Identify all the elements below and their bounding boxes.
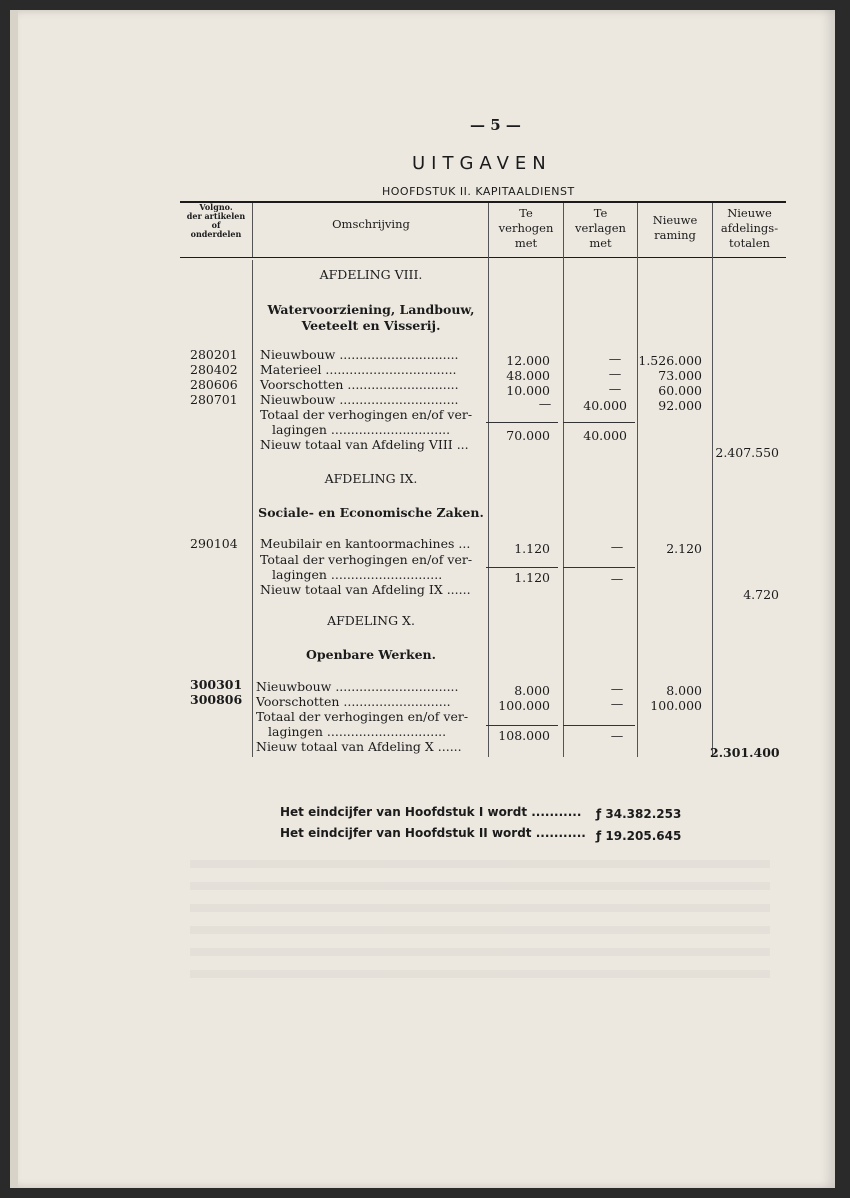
section-heading-ix: AFDELING IX. bbox=[324, 471, 418, 486]
page-number: — 5 — bbox=[470, 116, 521, 134]
value-verlagen: — bbox=[610, 539, 624, 554]
final-label-hoofdstuk-i: Het eindcijfer van Hoofdstuk I wordt ........... bbox=[280, 805, 582, 819]
section-heading-viii: AFDELING VIII. bbox=[319, 267, 423, 282]
page-edge bbox=[10, 10, 18, 1188]
final-label-hoofdstuk-ii: Het eindcijfer van Hoofdstuk II wordt ........... bbox=[280, 826, 586, 840]
value-verlagen: 40.000 bbox=[583, 398, 627, 413]
header-nieuwe-raming: Nieuwe raming bbox=[652, 213, 698, 242]
article-code: 290104 bbox=[190, 536, 238, 551]
new-total-label: Nieuw totaal van Afdeling X ...... bbox=[256, 739, 462, 754]
value-verlagen: — bbox=[608, 381, 622, 396]
total-verlagen: — bbox=[610, 571, 624, 586]
final-value-hoofdstuk-i: ƒ 34.382.253 bbox=[596, 807, 682, 821]
section-heading-x: AFDELING X. bbox=[327, 613, 415, 628]
value-raming: 92.000 bbox=[658, 398, 702, 413]
value-raming: 60.000 bbox=[658, 383, 702, 398]
subtotal-rule bbox=[563, 725, 635, 726]
total-label: Totaal der verhogingen en/of ver- bbox=[260, 407, 473, 422]
header-nieuwe-totalen: Nieuwe afdelings- totalen bbox=[720, 206, 779, 250]
value-raming: 1.526.000 bbox=[638, 353, 702, 368]
header-te-verhogen: Te verhogen met bbox=[498, 206, 554, 250]
document-page bbox=[10, 10, 835, 1188]
total-label: Totaal der verhogingen en/of ver- bbox=[260, 552, 473, 567]
subtotal-rule bbox=[563, 422, 635, 423]
header-volgno: Volgno. der artikelen of onderdelen bbox=[186, 202, 246, 239]
new-total-value: 2.407.550 bbox=[715, 445, 779, 460]
value-verlagen: — bbox=[608, 366, 622, 381]
value-raming: 100.000 bbox=[650, 698, 702, 713]
row-description: Nieuwbouw .............................. bbox=[260, 347, 459, 362]
article-code: 280701 bbox=[190, 392, 238, 407]
article-code: 280402 bbox=[190, 362, 238, 377]
article-code: 280201 bbox=[190, 347, 238, 362]
value-verhogen: 48.000 bbox=[506, 368, 550, 383]
value-verhogen: 12.000 bbox=[506, 353, 550, 368]
article-code: 300301 bbox=[190, 677, 243, 692]
value-verlagen: — bbox=[608, 351, 622, 366]
section-subheading-x: Openbare Werken. bbox=[305, 647, 436, 662]
header-omschrijving: Omschrijving bbox=[332, 217, 410, 231]
value-verlagen: — bbox=[610, 696, 624, 711]
total-verlagen: 40.000 bbox=[583, 428, 627, 443]
header-te-verlagen: Te verlagen met bbox=[575, 206, 626, 250]
section-subheading-viii: Watervoorziening, Landbouw, bbox=[267, 302, 475, 317]
col-divider bbox=[252, 203, 253, 257]
value-verhogen: 100.000 bbox=[498, 698, 550, 713]
col-divider bbox=[488, 203, 489, 757]
section-subheading-ix: Sociale- en Economische Zaken. bbox=[258, 505, 484, 520]
col-divider bbox=[637, 203, 638, 757]
value-raming: 8.000 bbox=[666, 683, 702, 698]
subtotal-rule bbox=[486, 567, 558, 568]
subtotal-rule bbox=[486, 422, 558, 423]
row-description: Voorschotten ............................ bbox=[260, 377, 459, 392]
page-title: UITGAVEN bbox=[412, 153, 552, 174]
page-subtitle: HOOFDSTUK II. KAPITAALDIENST bbox=[382, 185, 575, 198]
total-label: Totaal der verhogingen en/of ver- bbox=[256, 709, 469, 724]
row-description: Meubilair en kantoormachines ... bbox=[260, 536, 471, 551]
bleed-through-texture bbox=[190, 860, 770, 980]
article-code: 280606 bbox=[190, 377, 238, 392]
row-description: Nieuwbouw .............................. bbox=[260, 392, 459, 407]
row-description: Voorschotten ........................... bbox=[256, 694, 451, 709]
new-total-label: Nieuw totaal van Afdeling IX ...... bbox=[260, 582, 471, 597]
subtotal-rule bbox=[486, 725, 558, 726]
new-total-label: Nieuw totaal van Afdeling VIII ... bbox=[260, 437, 469, 452]
total-verhogen: 108.000 bbox=[498, 728, 550, 743]
new-total-value: 2.301.400 bbox=[710, 745, 780, 760]
value-verhogen: 1.120 bbox=[514, 541, 550, 556]
value-verlagen: — bbox=[610, 681, 624, 696]
total-label: lagingen ............................ bbox=[272, 567, 443, 582]
col-divider bbox=[563, 203, 564, 757]
value-raming: 73.000 bbox=[658, 368, 702, 383]
section-subheading-viii: Veeteelt en Visserij. bbox=[301, 318, 441, 333]
new-total-value: 4.720 bbox=[743, 587, 779, 602]
value-raming: 2.120 bbox=[666, 541, 702, 556]
subtotal-rule bbox=[563, 567, 635, 568]
total-label: lagingen .............................. bbox=[272, 422, 451, 437]
total-verlagen: — bbox=[610, 728, 624, 743]
table-header-rule bbox=[180, 257, 786, 258]
row-description: Nieuwbouw ............................... bbox=[256, 679, 459, 694]
article-code: 300806 bbox=[190, 692, 243, 707]
value-verhogen: — bbox=[538, 396, 552, 411]
row-description: Materieel ................................. bbox=[260, 362, 457, 377]
total-label: lagingen .............................. bbox=[268, 724, 447, 739]
table-top-rule bbox=[180, 201, 786, 203]
value-verhogen: 8.000 bbox=[514, 683, 550, 698]
col-divider bbox=[252, 260, 253, 757]
final-value-hoofdstuk-ii: ƒ 19.205.645 bbox=[596, 829, 682, 843]
total-verhogen: 70.000 bbox=[506, 428, 550, 443]
value-verhogen: 10.000 bbox=[506, 383, 550, 398]
col-divider bbox=[712, 203, 713, 757]
total-verhogen: 1.120 bbox=[514, 570, 550, 585]
